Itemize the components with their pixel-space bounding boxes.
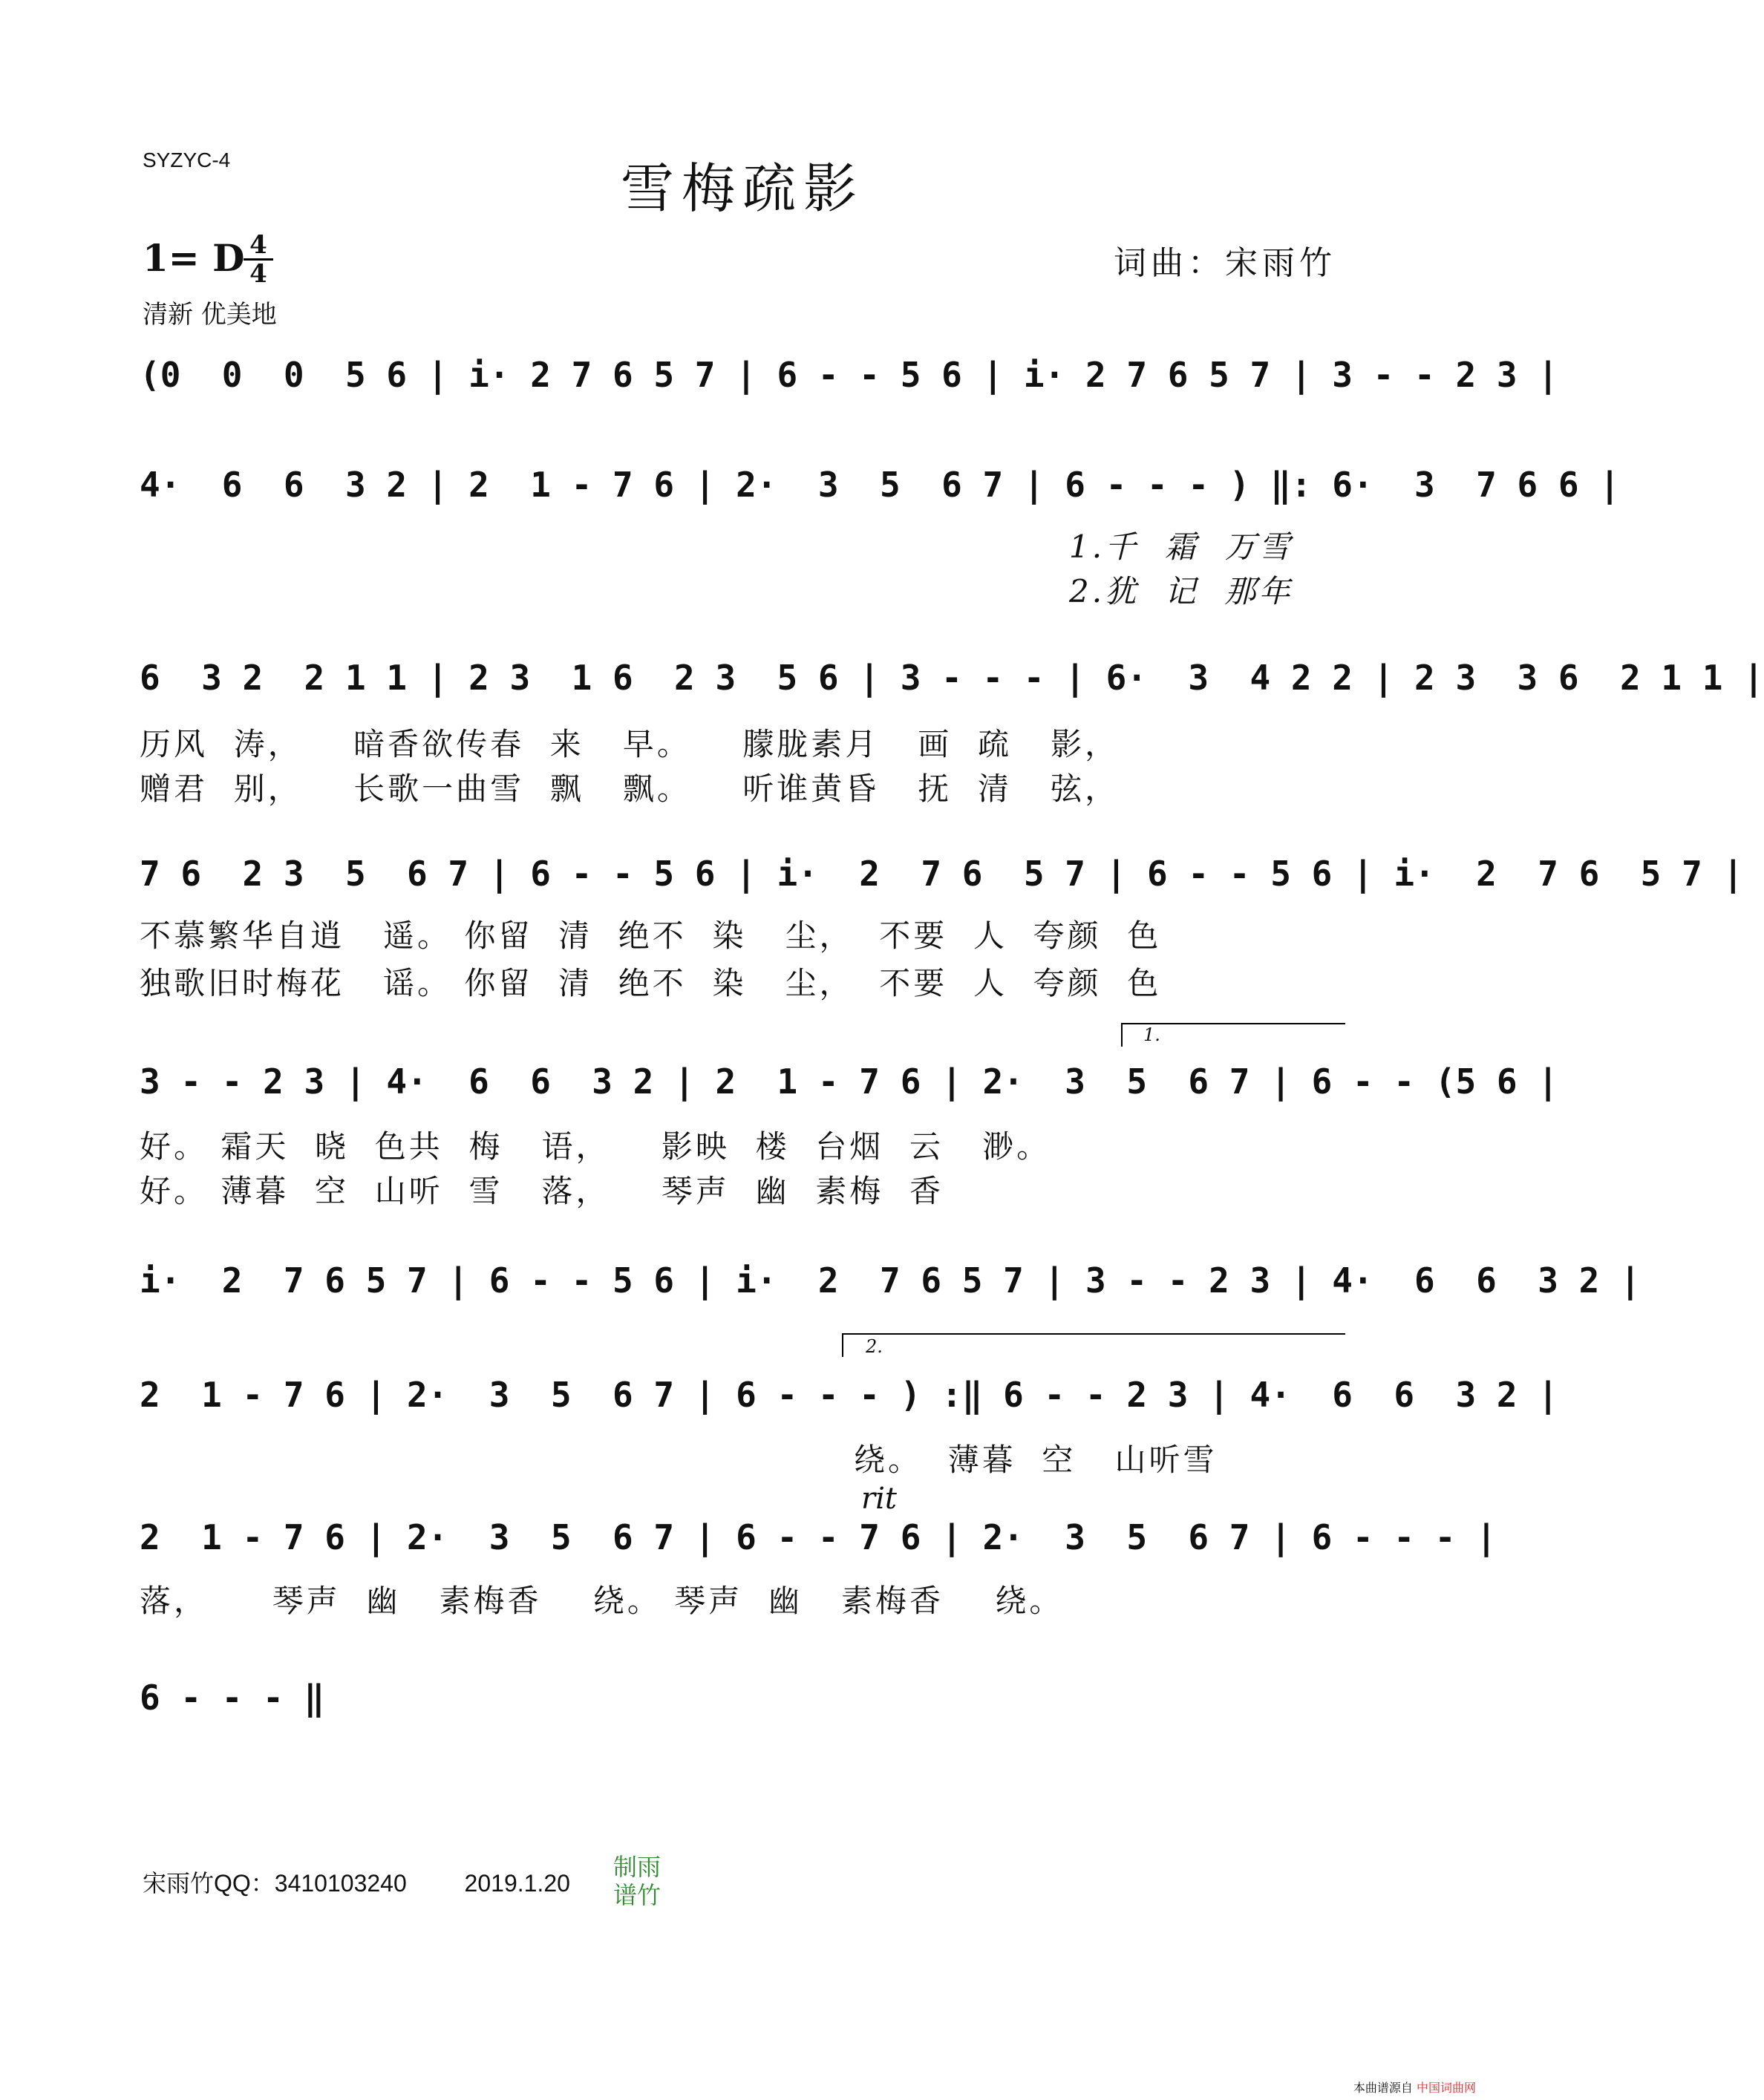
- lyric-row-8: 落， 琴声 幽 素梅香 绕。 琴声 幽 素梅香 绕。: [140, 1583, 1064, 1619]
- watermark-site: 中国词曲网: [1416, 2081, 1476, 2095]
- score-row-3: 6 3 2 2 1 1 | 2 3 1 6 2 3 5 6 | 3 - - - | 6· 3 4 2 2 | 2 3 3 6 2 1 1 |: [140, 658, 1764, 698]
- score-row-9: 6 - - - ‖: [140, 1678, 325, 1718]
- score-row-8: 2 1 - 7 6 | 2· 3 5 6 7 | 6 - - 7 6 | 2· 3 5 6 7 | 6 - - - |: [140, 1517, 1497, 1557]
- watermark-prefix: 本曲谱源自: [1353, 2081, 1413, 2095]
- lyric-row-7: 绕。 薄暮 空 山听雪: [854, 1442, 1218, 1478]
- lyric-row-4-verse2: 独歌旧时梅花 谣。 你留 清 绝不 染 尘， 不要 人 夸颜 色: [140, 965, 1162, 1001]
- footer-date: 2019.1.20: [464, 1870, 570, 1897]
- tempo-marking: 清新 优美地: [143, 300, 277, 330]
- footer-credit: [143, 1865, 570, 1899]
- score-row-6: i· 2 7 6 5 7 | 6 - - 5 6 | i· 2 7 6 5 7 | 3 - - 2 3 | 4· 6 6 3 2 |: [140, 1260, 1641, 1301]
- time-signature-top: 4: [244, 232, 273, 261]
- score-row-5: 3 - - 2 3 | 4· 6 6 3 2 | 2 1 - 7 6 | 2· 3 5 6 7 | 6 - - (5 6 |: [140, 1062, 1558, 1102]
- verse2-intro-lyric: 2.犹 记 那年: [1069, 573, 1293, 609]
- ending-2-bracket: [842, 1333, 1345, 1357]
- ending-2-label: 2.: [866, 1336, 883, 1357]
- stamp-line-2: 谱竹: [613, 1881, 662, 1909]
- ending-1-label: 1.: [1143, 1024, 1160, 1045]
- lyric-row-3-verse1: 历风 涛， 暗香欲传春 来 早。 朦胧素月 画 疏 影，: [140, 726, 1120, 762]
- author-stamp: [613, 1853, 661, 1909]
- score-row-2: 4· 6 6 3 2 | 2 1 - 7 6 | 2· 3 5 6 7 | 6 - - - ) ‖: 6· 3 7 6 6 |: [140, 465, 1620, 505]
- time-signature-bottom: 4: [249, 259, 267, 289]
- score-row-4: 7 6 2 3 5 6 7 | 6 - - 5 6 | i· 2 7 6 5 7 | 6 - - 5 6 | i· 2 7 6 5 7 |: [140, 854, 1744, 894]
- verse1-intro-lyric: 1.千 霜 万雪: [1069, 529, 1293, 565]
- lyric-row-5-verse1: 好。 霜天 晓 色共 梅 语， 影映 楼 台烟 云 渺。: [140, 1128, 1051, 1165]
- stamp-line-1: 制雨: [613, 1853, 662, 1881]
- lyric-row-3-verse2: 赠君 别， 长歌一曲雪 飘 飘。 听谁黄昏 抚 清 弦，: [140, 771, 1120, 807]
- page-title: 雪梅疏影: [620, 157, 864, 220]
- score-row-1: (0 0 0 5 6 | i· 2 7 6 5 7 | 6 - - 5 6 | i· 2 7 6 5 7 | 3 - - 2 3 |: [140, 355, 1558, 395]
- time-signature: [244, 232, 273, 287]
- score-row-7: 2 1 - 7 6 | 2· 3 5 6 7 | 6 - - - ) :‖ 6 - - 2 3 | 4· 6 6 3 2 |: [140, 1375, 1558, 1415]
- key-signature: 1= D: [143, 236, 245, 280]
- lyric-row-5-verse2: 好。 薄暮 空 山听 雪 落， 琴声 幽 素梅 香: [140, 1173, 944, 1209]
- lyric-row-4-verse1: 不慕繁华自逍 遥。 你留 清 绝不 染 尘， 不要 人 夸颜 色: [140, 917, 1162, 954]
- footer-qq: 宋雨竹QQ：3410103240: [143, 1870, 407, 1897]
- score-code: SYZYC-4: [143, 148, 231, 171]
- source-watermark: [1353, 2078, 1476, 2096]
- composer-credit: 词曲：宋雨竹: [1114, 244, 1336, 282]
- ritardando-marking: rit: [861, 1482, 897, 1516]
